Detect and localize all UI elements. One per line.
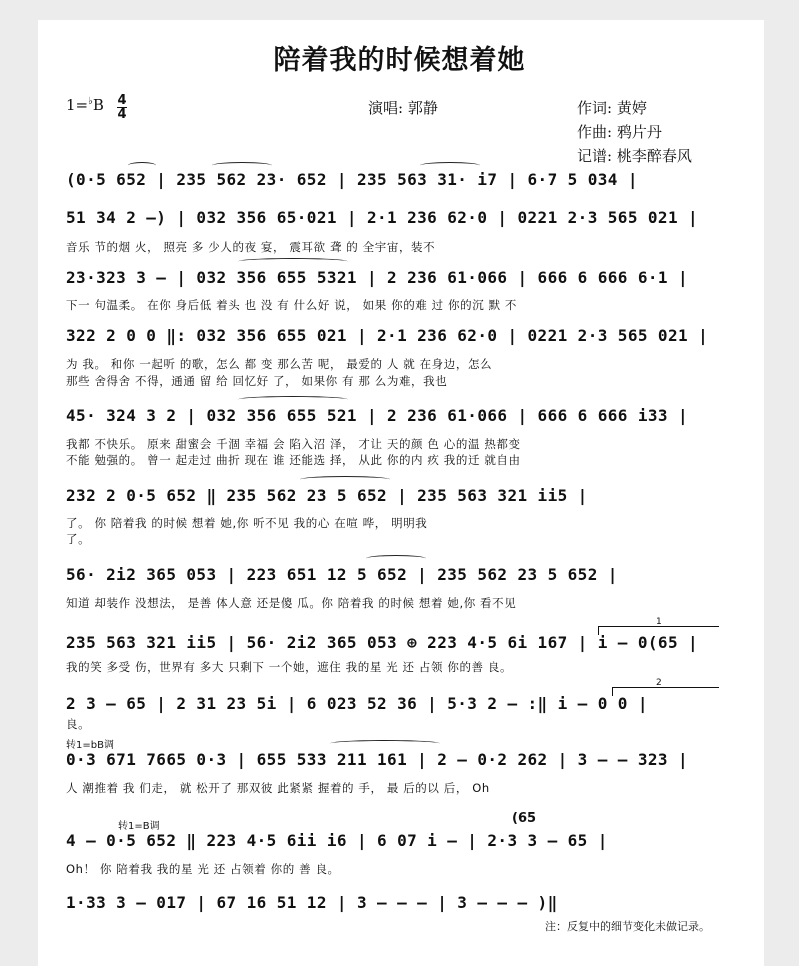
music-line-9: 2 3 – 65 | 2 31 23 5i | 6 023 52 36 | 5·3 2 – :‖ i – 0 0 | <box>66 694 648 713</box>
modulation-label-1: 转1=bB调 <box>66 740 114 751</box>
volta-number-1: 1 <box>656 617 662 627</box>
lyric-line-1: 音乐 节的烟 火， 照亮 多 少人的夜 宴， 震耳欲 聋 的 全宇宙，装不 <box>66 240 436 254</box>
lyric-line-3b: 那些 舍得舍 不得，通通 留 给 回忆好 了， 如果你 有 那 么为难，我也 <box>66 374 448 388</box>
slur-mark <box>300 476 390 483</box>
music-line-4: 322 2 0 0 ‖: 032 356 655 021 | 2·1 236 62·0 | 0221 2·3 565 021 | <box>66 326 709 345</box>
music-line-12: 1·33 3 – 017 | 67 16 51 12 | 3 – – – | 3 – – – )‖ <box>66 893 558 912</box>
lyric-line-4b: 不能 勉强的。 曾一 起走过 曲折 现在 谁 还能选 择， 从此 你的内 疚 我的迁 就自由 <box>66 453 521 467</box>
lyric-line-8: 良。 <box>66 717 91 731</box>
slur-mark <box>128 162 156 169</box>
lyric-line-10: Oh！ 你 陪着我 我的星 光 还 占领着 你的 善 良。 <box>66 862 340 876</box>
song-title: 陪着我的时候想着她 <box>273 45 526 76</box>
lyric-line-3a: 为 我。 和你 一起听 的歌，怎么 都 变 那么苦 呢， 最爱的 人 就 在身边，怎么 <box>66 357 493 371</box>
music-line-10: 0·3 671 7665 0·3 | 655 533 211 161 | 2 – 0·2 262 | 3 – – 323 | <box>66 750 689 769</box>
lyric-line-4a: 我都 不快乐。 原来 甜蜜会 千涸 幸福 会 陷入沼 泽， 才让 天的颜 色 心的温 热都变 <box>66 437 521 451</box>
slur-mark <box>212 162 272 169</box>
lyric-line-2: 下一 句温柔。 在你 身后低 着头 也 没 有 什么好 说， 如果 你的难 过 你的沉 默 不 <box>66 298 518 312</box>
transcriber-credit: 记谱: 桃李醉春风 <box>577 147 692 165</box>
slur-mark <box>330 740 440 747</box>
modulation-label-2: 转1=B调 <box>118 821 160 832</box>
music-line-3: 23·323 3 – | 032 356 655 5321 | 2 236 61·066 | 666 6 666 6·1 | <box>66 268 689 287</box>
volta-bracket-1 <box>598 626 719 635</box>
music-line-7: 56· 2i2 365 053 | 223 651 12 5 652 | 235 562 23 5 652 | <box>66 565 618 584</box>
volta-bracket-2 <box>612 687 719 696</box>
singer-credit: 演唱: 郭静 <box>368 99 438 117</box>
slur-mark <box>420 162 480 169</box>
lyric-line-5a: 了。 你 陪着我 的时候 想着 她,你 听不见 我的心 在喧 哗， 明明我 <box>66 516 428 530</box>
paren-label: (65 <box>512 811 537 826</box>
music-line-6: 232 2 0·5 652 ‖ 235 562 23 5 652 | 235 563 321 ii5 | <box>66 486 588 505</box>
music-line-2: 51 34 2 –) | 032 356 65·021 | 2·1 236 62·0 | 0221 2·3 565 021 | <box>66 208 699 227</box>
key-signature: 1=♭B <box>66 96 104 114</box>
lyricist-credit: 作词: 黄婷 <box>577 99 647 117</box>
music-line-5: 45· 324 3 2 | 032 356 655 521 | 2 236 61·066 | 666 6 666 i33 | <box>66 406 689 425</box>
lyric-line-9: 人 潮推着 我 们走， 就 松开了 那双彼 此紧紧 握着的 手， 最 后的以 后， Oh <box>66 781 490 795</box>
slur-mark <box>366 555 426 562</box>
music-line-8: 235 563 321 ii5 | 56· 2i2 365 053 ⊕ 223 4·5 6i 167 | i – 0(65 | <box>66 633 699 652</box>
music-line-1: (0·5 652 | 235 562 23· 652 | 235 563 31· i7 | 6·7 5 034 | <box>66 170 638 189</box>
volta-number-2: 2 <box>656 678 662 688</box>
time-signature: 4 4 <box>117 93 127 122</box>
music-line-11: 4 – 0·5 652 ‖ 223 4·5 6ii i6 | 6 07 i – | 2·3 3 – 65 | <box>66 831 608 850</box>
lyric-line-5b: 了。 <box>66 532 91 546</box>
lyric-line-7: 我的笑 多受 伤，世界有 多大 只剩下 一个她，遮住 我的星 光 还 占领 你的善 良。 <box>66 660 513 674</box>
lyric-line-6: 知道 却装作 没想法， 是善 体人意 还是傻 瓜。你 陪着我 的时候 想着 她,你 看不见 <box>66 596 517 610</box>
composer-credit: 作曲: 鸦片丹 <box>577 123 662 141</box>
footnote: 注：反复中的细节变化未做记录。 <box>545 920 710 933</box>
slur-mark <box>238 396 348 403</box>
slur-mark <box>238 258 348 265</box>
